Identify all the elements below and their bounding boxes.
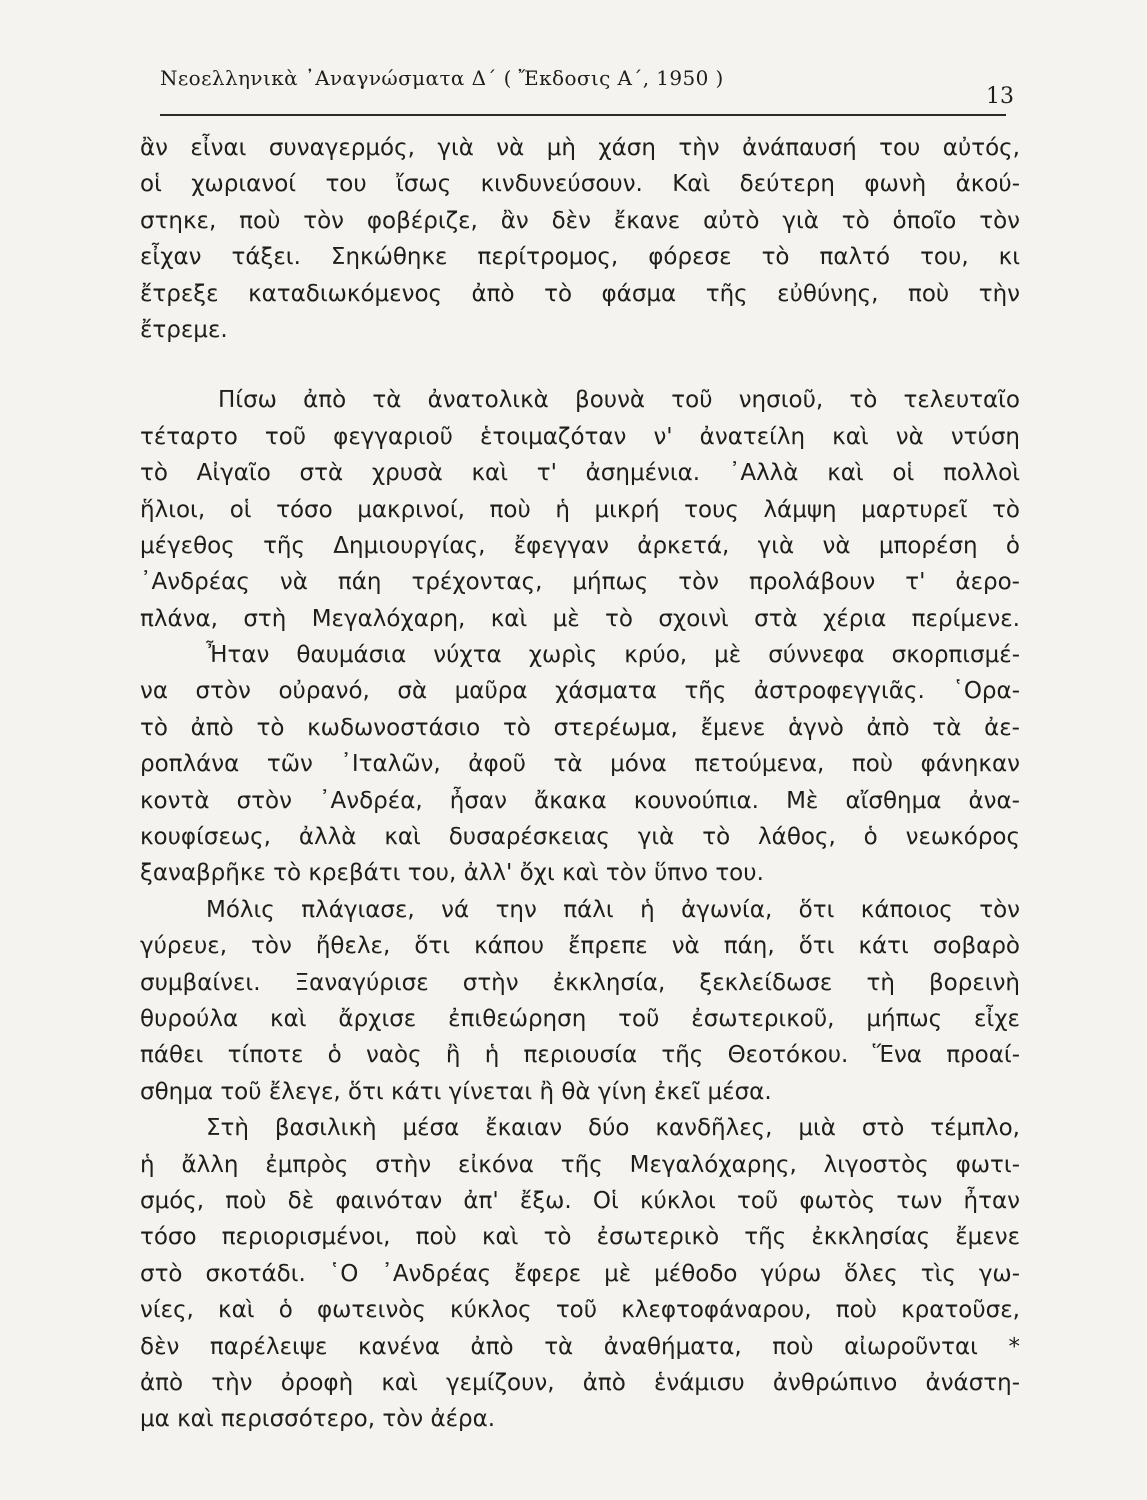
- text-line: Στὴ βασιλικὴ μέσα ἔκαιαν δύο κανδῆλες, μιὰ στὸ τέμπλο,: [206, 1115, 1020, 1142]
- text-line: ἡ ἄλλη ἐμπρὸς στὴν εἰκόνα τῆς Μεγαλόχαρης, λιγοστὸς φωτι-: [140, 1151, 1020, 1178]
- text-line: τὸ ἀπὸ τὸ κωδωνοστάσιο τὸ στερέωμα, ἔμενε ἁγνὸ ἀπὸ τὰ ἀε-: [140, 714, 1020, 741]
- text-line: μα καὶ περισσότερο, τὸν ἀέρα.: [140, 1406, 496, 1433]
- text-line: σθημα τοῦ ἔλεγε, ὅτι κάτι γίνεται ἢ θὰ γίνη ἐκεῖ μέσα.: [140, 1078, 772, 1105]
- text-line: ροπλάνα τῶν ᾿Ιταλῶν, ἀφοῦ τὰ μόνα πετούμενα, ποὺ φάνηκαν: [140, 751, 1020, 778]
- text-line: τὸ Αἰγαῖο στὰ χρυσὰ καὶ τ' ἀσημένια. ᾿Αλλὰ καὶ οἱ πολλοὶ: [140, 460, 1020, 487]
- paragraph-2: [140, 382, 1020, 637]
- text-line: σμός, ποὺ δὲ φαινόταν ἀπ' ἔξω. Οἱ κύκλοι τοῦ φωτὸς των ἦταν: [140, 1187, 1020, 1214]
- text-line: στὸ σκοτάδι. ῾Ο ᾿Ανδρέας ἔφερε μὲ μέθοδο γύρω ὅλες τὶς γω-: [140, 1260, 1020, 1287]
- text-line: ξαναβρῆκε τὸ κρεβάτι του, ἀλλ' ὄχι καὶ τὸν ὕπνο του.: [140, 860, 764, 887]
- text-line: τόσο περιορισμένοι, ποὺ καὶ τὸ ἐσωτερικὸ τῆς ἐκκλησίας ἔμενε: [140, 1224, 1020, 1251]
- paragraph-1: [140, 130, 1020, 348]
- text-line: κοντὰ στὸν ᾿Ανδρέα, ἦσαν ἄκακα κουνούπια. Μὲ αἴσθημα ἀνα-: [140, 787, 1020, 814]
- paragraph-4: [140, 892, 1020, 1110]
- text-line: θυρούλα καὶ ἄρχισε ἐπιθεώρηση τοῦ ἐσωτερικοῦ, μήπως εἶχε: [140, 1005, 1020, 1032]
- text-line: εἶχαν τάξει. Σηκώθηκε περίτρομος, φόρεσε τὸ παλτό του, κι: [140, 244, 1020, 271]
- running-header: Νεοελληνικὰ ᾿Αναγνώσματα Δ΄ ( Ἔκδοσις Α΄, 1950 ): [160, 66, 724, 90]
- text-line: Πίσω ἀπὸ τὰ ἀνατολικὰ βουνὰ τοῦ νησιοῦ, τὸ τελευταῖο: [218, 387, 1020, 414]
- text-line: ἥλιοι, οἱ τόσο μακρινοί, ποὺ ἡ μικρή τους λάμψη μαρτυρεῖ τὸ: [140, 496, 1020, 523]
- text-line: νίες, καὶ ὁ φωτεινὸς κύκλος τοῦ κλεφτοφάναρου, ποὺ κρατοῦσε,: [140, 1297, 1020, 1324]
- body-text: [140, 130, 1020, 1438]
- text-line: πάθει τίποτε ὁ ναὸς ἢ ἡ περιουσία τῆς Θεοτόκου. Ἕνα προαί-: [140, 1042, 1020, 1069]
- text-line: γύρευε, τὸν ἤθελε, ὅτι κάπου ἔπρεπε νὰ πάη, ὅτι κάτι σοβαρὸ: [140, 933, 1020, 960]
- paragraph-3: [140, 637, 1020, 892]
- text-line: ἔτρεμε.: [140, 316, 228, 343]
- text-line: μέγεθος τῆς Δημιουργίας, ἔφεγγαν ἀρκετά, γιὰ νὰ μπορέση ὁ: [140, 532, 1020, 559]
- paragraph-5: [140, 1110, 1020, 1438]
- text-line: στηκε, ποὺ τὸν φοβέριζε, ἂν δὲν ἔκανε αὐτὸ γιὰ τὸ ὁποῖο τὸν: [140, 207, 1020, 234]
- header-rule: [160, 114, 1006, 116]
- text-line: τέταρτο τοῦ φεγγαριοῦ ἑτοιμαζόταν ν' ἀνατείλη καὶ νὰ ντύση: [140, 423, 1020, 450]
- text-line: να στὸν οὐρανό, σὰ μαῦρα χάσματα τῆς ἀστροφεγγιᾶς. ῾Ορα-: [140, 678, 1020, 705]
- text-line: ᾿Ανδρέας νὰ πάη τρέχοντας, μήπως τὸν προλάβουν τ' ἀερο-: [140, 569, 1020, 596]
- text-line: Μόλις πλάγιασε, νά την πάλι ἡ ἀγωνία, ὅτι κάποιος τὸν: [206, 896, 1020, 923]
- text-line: ἂν εἶναι συναγερμός, γιὰ νὰ μὴ χάση τὴν ἀνάπαυσή του αὐτός,: [140, 135, 1020, 161]
- text-line: Ἦταν θαυμάσια νύχτα χωρὶς κρύο, μὲ σύννεφα σκορπισμέ-: [206, 642, 1020, 669]
- text-line: ἔτρεξε καταδιωκόμενος ἀπὸ τὸ φάσμα τῆς εὐθύνης, ποὺ τὴν: [140, 280, 1020, 307]
- text-line: συμβαίνει. Ξαναγύρισε στὴν ἐκκλησία, ξεκλείδωσε τὴ βορεινὴ: [140, 969, 1020, 996]
- text-line: πλάνα, στὴ Μεγαλόχαρη, καὶ μὲ τὸ σχοινὶ στὰ χέρια περίμενε.: [140, 605, 1020, 632]
- text-line: ἀπὸ τὴν ὀροφὴ καὶ γεμίζουν, ἀπὸ ἑνάμισυ ἀνθρώπινο ἀνάστη-: [140, 1369, 1020, 1396]
- text-line: οἱ χωριανοί του ἴσως κινδυνεύσουν. Καὶ δεύτερη φωνὴ ἀκού-: [140, 171, 1020, 198]
- page-number: 13: [986, 84, 1014, 109]
- text-line: δὲν παρέλειψε κανένα ἀπὸ τὰ ἀναθήματα, ποὺ αἰωροῦνται *: [140, 1333, 1020, 1360]
- text-line: κουφίσεως, ἀλλὰ καὶ δυσαρέσκειας γιὰ τὸ λάθος, ὁ νεωκόρος: [140, 824, 1020, 851]
